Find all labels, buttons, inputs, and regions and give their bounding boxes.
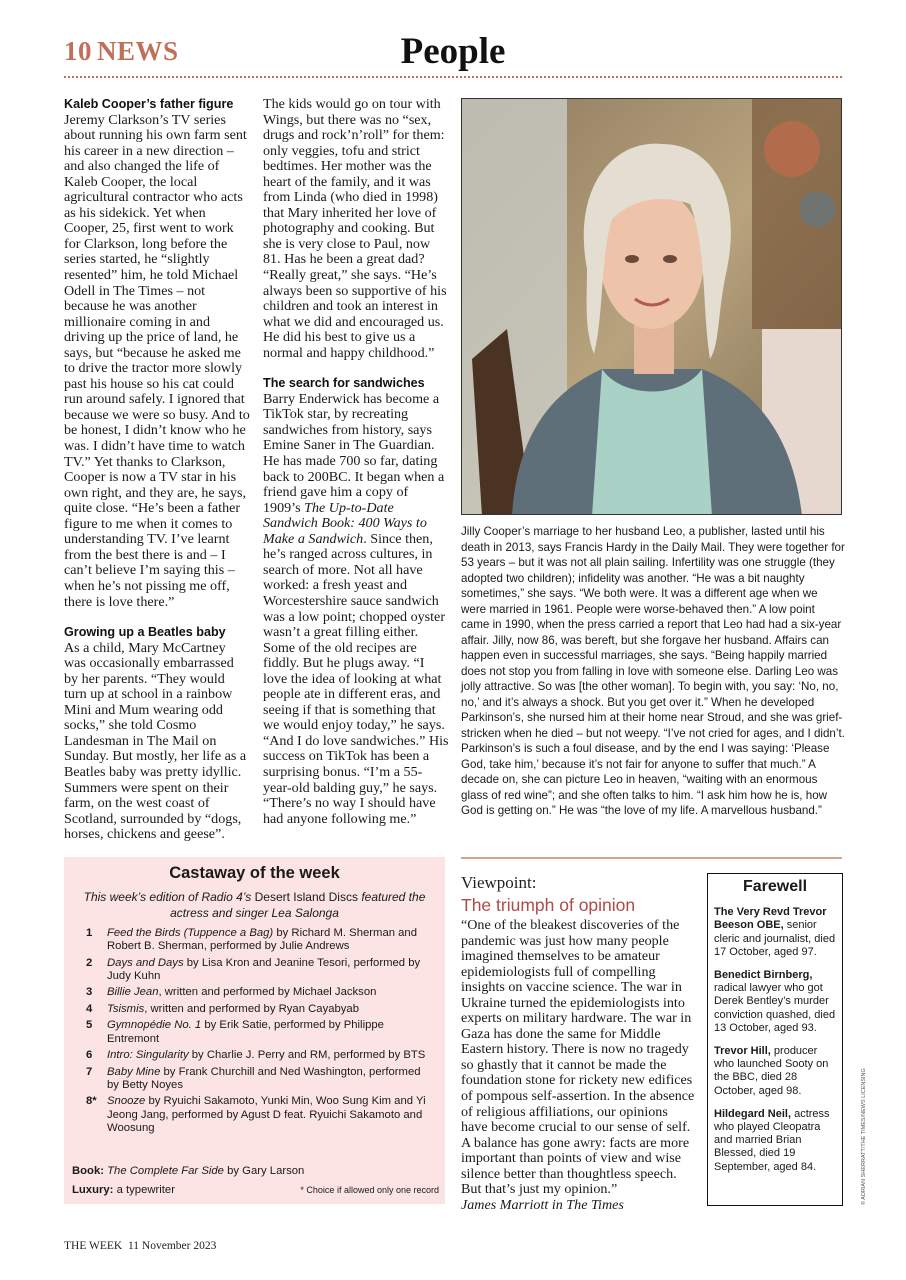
issue-date: 11 November 2023 [127,1240,217,1252]
column-1 [64,97,250,843]
track-number: 7 [86,1065,93,1078]
masthead [64,30,842,80]
story-body-sandwiches [263,392,449,827]
viewpoint-body: “One of the bleakest discoveries of the pandemic was just how many people imagined themselves to be amateur epidemiologists full of compelling insights on vaccine science. The war in Ukraine turned the epidemiologists into experts on military hardware. The war in Gaza has done the same for Middle Eastern history. There is now no tragedy so ghastly that it cannot be made the foundation stone for rickety new edifices of pompous self-assertion. In the absence of religious affiliations, our opinions have become crucial to our sense of self. A balance has gone awry: facts are more important than points of view and wise silence better than thoughtless speech. But that’s just my opinion.” [461,917,695,1198]
castaway-intro-b: featured the actress and singer Lea Salonga [170,890,426,920]
track-item [86,1003,426,1016]
obituary-entry [714,906,836,959]
page-number: 10 [64,36,92,66]
track-item [86,1095,426,1135]
track-item [86,986,426,999]
luxury-label: Luxury: [72,1184,114,1196]
track-title: Baby Mine [107,1065,161,1078]
castaway-book [72,1165,304,1177]
track-title: Gymnopédie No. 1 [107,1019,202,1032]
story-heading-beatles: Growing up a Beatles baby [64,625,226,640]
castaway-title: Castaway of the week [169,864,340,882]
sandwiches-text-a: Barry Enderwick has become a TikTok star, by recreating sandwiches from history, says Emine Saner in The Guardian. He has made 700 so far, dating back to 200BC. It began when a friend gave him a copy of 1909’s [263,390,445,516]
photo-credit-text: © ADRIAN SHERRATT/THE TIMES/NEWS LICENSING [861,1068,867,1205]
track-number: 3 [86,986,93,999]
story-body-beatles-part1: As a child, Mary McCartney was occasionally embarrassed by her parents. “They would turn up at school in a rainbow Mini and Mum wearing odd socks,” she told Cosmo Landesman in The Mail on Sunday. But mostly, her life as a Beatles baby was pretty idyllic. Summers were spent on their farm, on the west coast of Scotland, surrounded by “dogs, horses, chickens and geese”. [64,639,247,843]
track-item [86,1049,426,1062]
castaway-show-name: Desert Island Discs [254,890,358,904]
photo-credit [861,1050,871,1205]
jilly-cooper-photo [461,98,842,515]
sandwiches-text-b: . Since then, he’s ranged across cultures, in search of more. Not all have worked: a fresh yeast and Worcestershire sauce sandwich was a low point; chopped oyster wasn’t a great filling either. Some of the old recipes are fiddly. But he plugs away. “I love the idea of looking at what people ate in different eras, and seeing if that is something that we would enjoy today,” he says. “And I do love sandwiches.” His success on TikTok has been a surprising bonus. “I’m a 55-year-old balding guy,” he says. “There’s no way I should have had anyone following me.” [263,530,449,827]
track-title: Snooze [107,1095,146,1108]
track-number: 5 [86,1019,93,1032]
book-title: The Complete Far Side [107,1165,224,1177]
track-title: Billie Jean [107,986,159,999]
page-title: People [400,31,506,72]
track-item [86,957,426,983]
book-label: Book: [72,1165,105,1177]
sandwich-book-title: The Up-to-Date Sandwich Book: 400 Ways to Make a Sandwich [263,499,427,547]
track-number: 1 [86,927,93,939]
track-detail: , written and performed by Ryan Cayabyab [144,1002,360,1015]
obituary-desc: radical lawyer who got Derek Bentley’s murder conviction quashed, died 13 October, aged 93. [714,982,836,1034]
track-title: Tsismis [107,1002,145,1015]
track-number: 6 [86,1049,93,1062]
obituary-name: Trevor Hill, [714,1045,771,1058]
portrait-illustration [462,99,842,515]
track-list [86,927,426,1138]
track-number: 2 [86,956,93,969]
track-number: 4 [86,1002,93,1015]
story-body-beatles-part2: The kids would go on tour with Wings, but there was no “sex, drugs and rock’n’roll” for them: only veggies, tofu and strict bedtimes. Her mother was the heart of the family, and it was from Linda (who died in 1998) that Mary inherited her love of photography and cooking. But she is very close to Paul, now 81. Has he been a great dad? “Really great,” she says. “He’s always been so supportive of his children and took an interest in what we did and encouraged us. He did his best to give us a normal and happy childhood.” [263,96,447,361]
header-divider [64,76,842,78]
track-detail: , written and performed by Michael Jackson [158,986,377,999]
track-detail: by Ryuichi Sakamoto, Yunki Min, Woo Sung Kim and Yi Jeong Jang, performed by Agust D feat. Ryuichi Sakamoto and Woosung [107,1095,426,1134]
track-detail: by Richard M. Sherman and Robert B. Sherman, performed by Julie Andrews [107,927,417,953]
luxury-value: a typewriter [113,1184,175,1196]
viewpoint-column [461,873,695,1213]
section-divider [461,857,842,859]
track-detail: by Erik Satie, performed by Philippe Entremont [107,1019,384,1045]
obituary-entry [714,969,836,1035]
track-title: Feed the Birds (Tuppence a Bag) [107,927,274,939]
obituary-desc: producer who launched Sooty on the BBC, died 28 October, aged 98. [714,1045,829,1097]
publication-name: THE WEEK [64,1240,123,1252]
track-detail: by Frank Churchill and Ned Washington, performed by Betty Noyes [107,1065,421,1091]
obituary-name: Hildegard Neil, [714,1107,792,1120]
obituary-name: Benedict Birnberg, [714,969,813,982]
obituary-desc: actress who played Cleopatra and married Brian Blessed, died 19 September, aged 84. [714,1107,830,1173]
castaway-intro-a: This week’s edition of Radio 4’s [83,890,255,904]
track-item [86,1066,426,1092]
track-item [86,1019,426,1045]
column-2 [263,97,449,827]
track-detail: by Lisa Kron and Jeanine Tesori, performed by Judy Kuhn [107,956,421,982]
page-footer [64,1240,216,1252]
track-title: Intro: Singularity [107,1049,189,1062]
castaway-luxury [72,1184,175,1196]
obituary-desc: senior cleric and journalist, died 17 October, aged 97. [714,919,836,958]
story-body-cooper: Jeremy Clarkson’s TV series about running his own farm sent his career in a new direction – and also changed the life of Kaleb Cooper, the local agricultural contractor who acts as his sidekick. Yet when Cooper, 25, first went to work for Clarkson, long before the series started, he “slightly resented” him, he told Michael Odell in The Times – not because he was another millionaire coming in and driving up the price of land, he says, but “because he asked me to drive the tractor more slowly past his house so his cat could run around safely. I ignored that because we were so busy. And to be honest, I didn’t know who he was. I didn’t have time to watch TV.” Yet thanks to Clarkson, Cooper is now a TV star in his own right, and they are, he says, quite close. “He’s been a father figure to me when it comes to understanding TV. I’ve learnt from the best there is and – I can’t believe I’m saying this – when he’s not pissing me off, there is love there.” [64,111,250,610]
track-item [86,927,426,953]
obituary-name: The Very Revd Trevor Beeson OBE, [714,906,827,932]
viewpoint-label: Viewpoint: [461,873,537,892]
jilly-cooper-story: Jilly Cooper’s marriage to her husband Leo, a publisher, lasted until his death in 2013, says Francis Hardy in the Daily Mail. They were together for 53 years – but it was not all plain sailing. Infertility was one struggle (they adopted two children); infidelity was another. “He was a bit naughty sometimes,” she says. “We both were. It was a different age when we were married in 1961. People were worse-behaved then.” A low point came in 1990, when the press carried a report that Leo had had a six-year affair. Jilly, now 86, was bereft, but she forgave her husband. Affairs can happen even in successful marriages, she says. “Being happily married does not stop you from falling in love with someone else. Darling Leo was jolly attractive. So was [the other woman]. To begin with, you say: ‘No, no, no,’ and it’s always a shock. But you get over it.” When he developed Parkinson’s, she nursed him at their home near Stroud, and she was grief-stricken when he died – but not weepy. “I’ve not cried for ages, and I didn’t. Parkinson’s is such a foul disease, and by the end I was saying: ‘Please God, take him,’ because it’s not fair for anyone to suffer that much.” A decade on, she can picture Leo in heaven, “waiting with an enormous glass of red wine”; and she often talks to him. “I ask him how he is, how God is getting on.” He was “the love of my life. A marvellous husband.” [461,525,845,817]
book-author: by Gary Larson [223,1165,305,1177]
farewell-box [707,873,843,1206]
castaway-footnote: * Choice if allowed only one record [300,1185,439,1195]
viewpoint-credit: James Marriott in The Times [461,1196,624,1213]
story-heading-cooper: Kaleb Cooper’s father figure [64,97,234,111]
farewell-title: Farewell [742,878,808,895]
castaway-box [64,857,445,1204]
story-heading-sandwiches: The search for sandwiches [263,376,425,391]
castaway-intro [76,890,433,921]
track-detail: by Charlie J. Perry and RM, performed by BTS [188,1049,426,1062]
viewpoint-title: The triumph of opinion [461,895,636,915]
section-name: NEWS [97,36,179,66]
track-title: Days and Days [107,956,184,969]
track-number: 8* [86,1095,97,1108]
obituary-entry [714,1108,836,1174]
obituary-entry [714,1045,836,1098]
